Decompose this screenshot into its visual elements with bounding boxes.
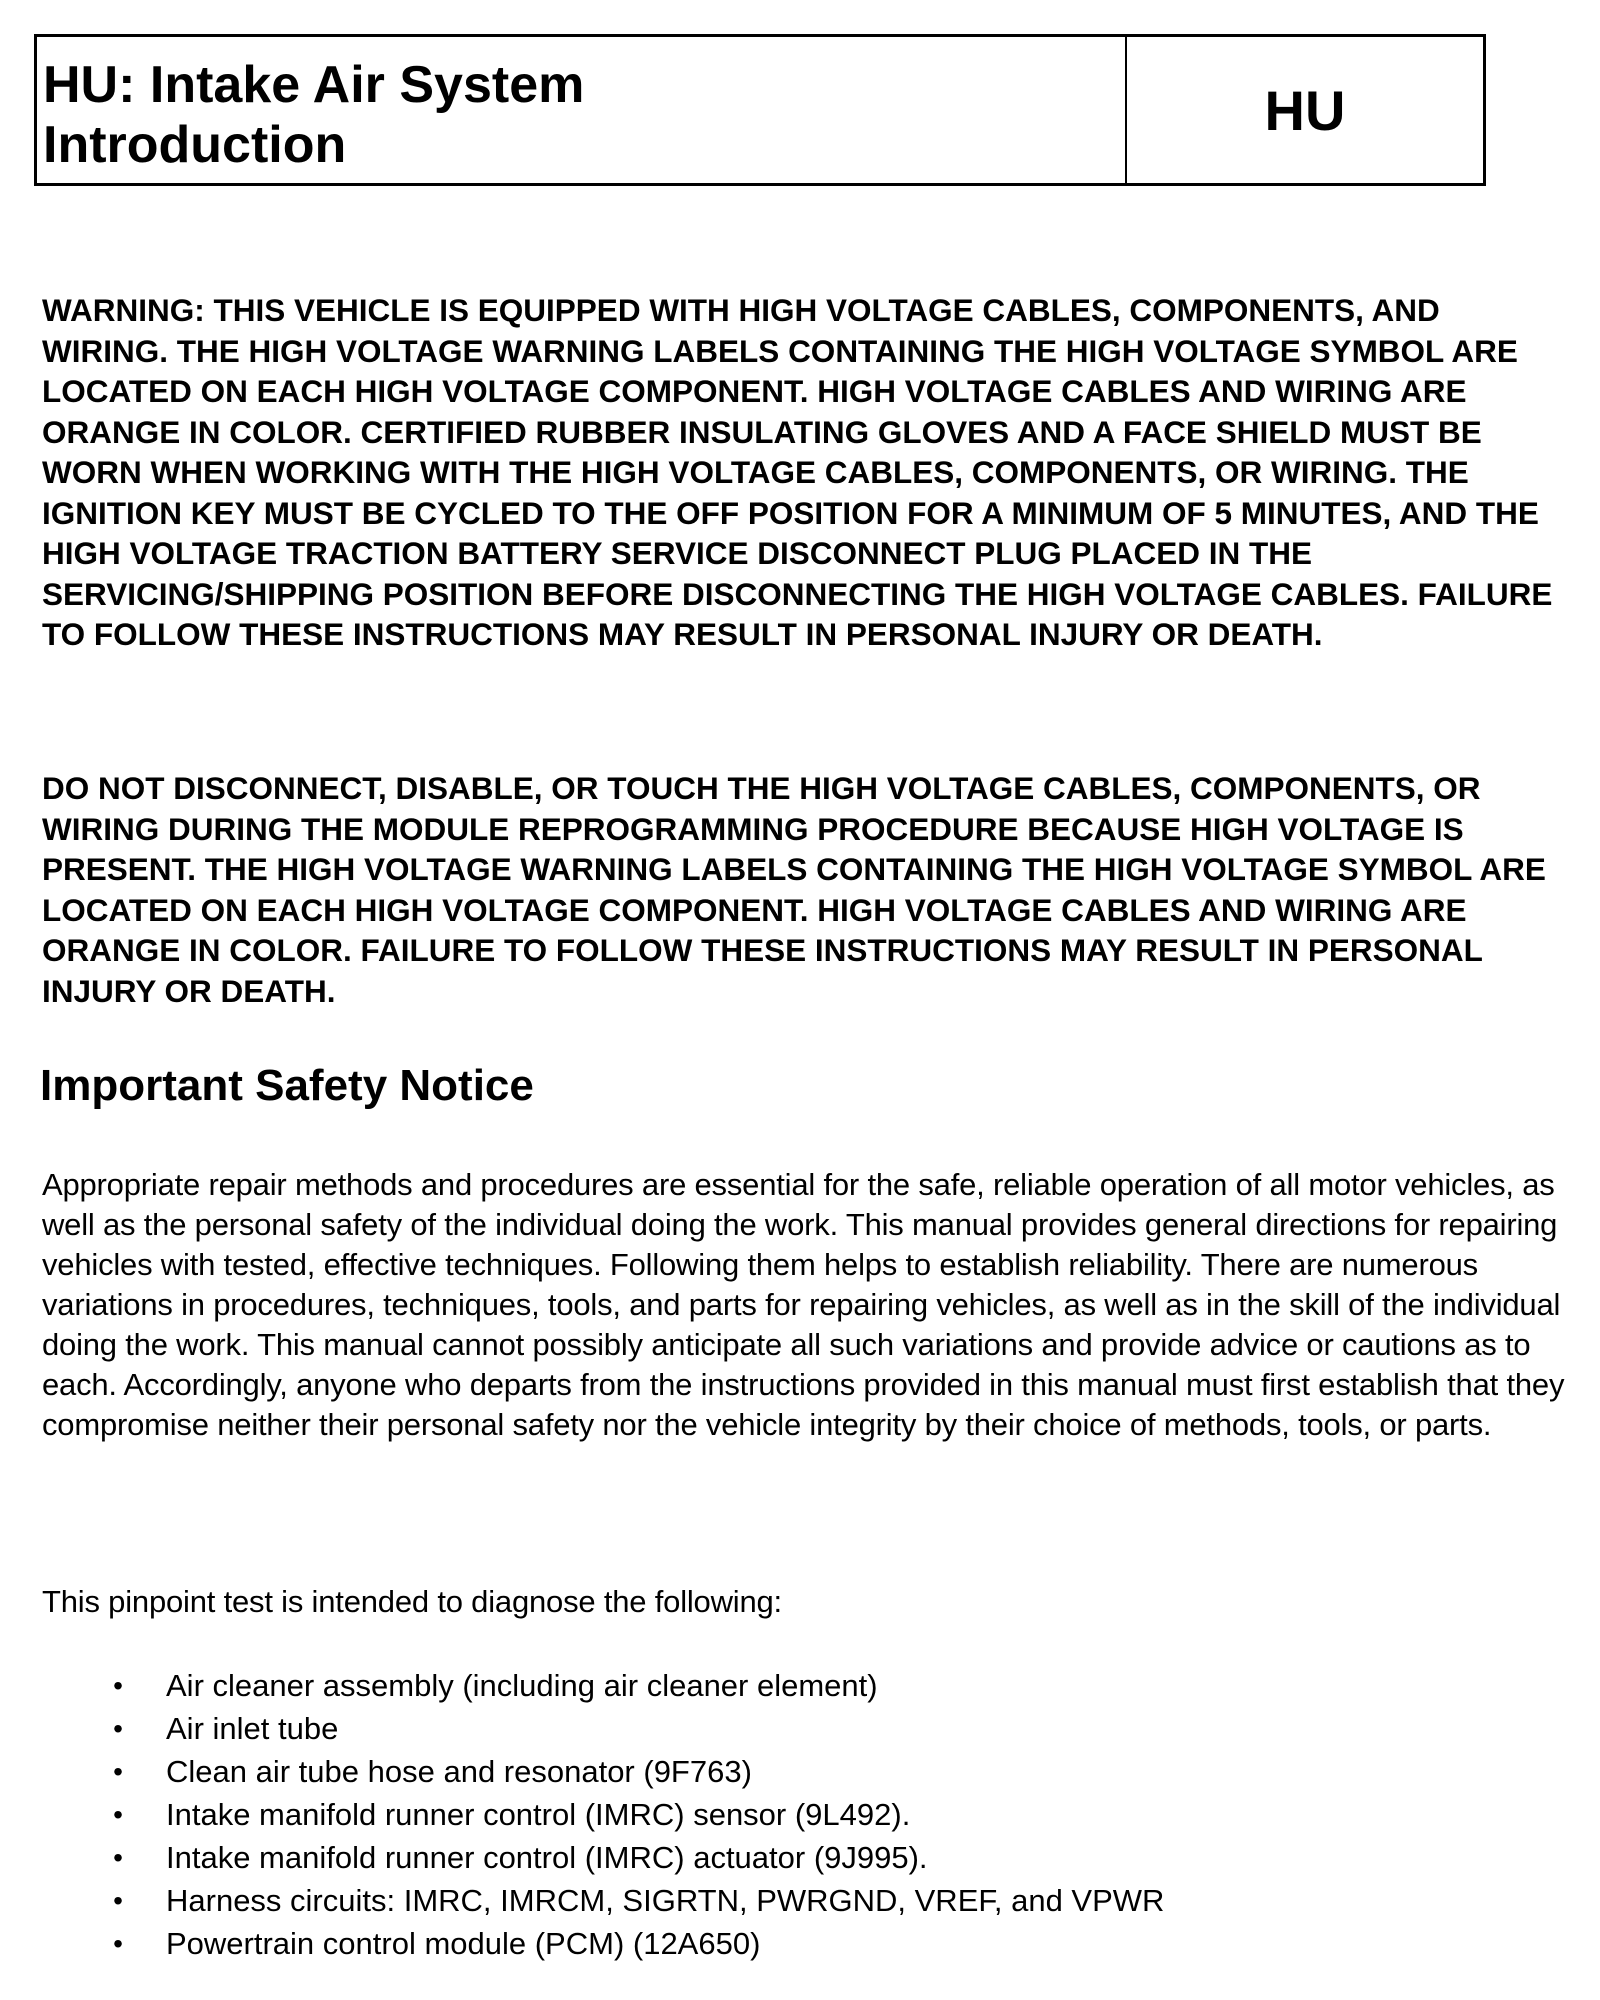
safety-notice-paragraph: Appropriate repair methods and procedures are essential for the safe, reliable operation of all motor vehicles, as well as the personal safety of the individual doing the work. This manual provides general directions for repairing vehicles with tested, effective techniques. Following them helps to establish reliability. There are numerous variations in procedures, techniques, tools, and parts for repairing vehicles, as well as in the skill of the individual doing the work. This manual cannot possibly anticipate all such variations and provide advice or cautions as to each. Accordingly, anyone who departs from the instructions provided in this manual must first establish that they compromise neither their personal safety nor the vehicle integrity by their choice of methods, tools, or parts. [42, 1167, 1565, 1442]
list-item-text: Powertrain control module (PCM) (12A650) [166, 1926, 761, 1961]
list-item [108, 1750, 1164, 1793]
section-header-box [34, 34, 1486, 186]
section-code: HU [1264, 78, 1346, 142]
bullet-icon: • [113, 1928, 123, 1959]
section-title [37, 37, 1127, 183]
diagnosis-list [108, 1664, 1164, 1965]
bullet-icon: • [113, 1799, 123, 1830]
bullet-icon: • [113, 1713, 123, 1744]
bullet-icon: • [113, 1842, 123, 1873]
bullet-icon: • [113, 1756, 123, 1787]
list-item [108, 1922, 1164, 1965]
list-item [108, 1836, 1164, 1879]
reprogramming-warning: DO NOT DISCONNECT, DISABLE, OR TOUCH THE HIGH VOLTAGE CABLES, COMPONENTS, OR WIRING DURING THE MODULE REPROGRAMMING PROCEDURE BECAUSE HIGH VOLTAGE IS PRESENT. THE HIGH VOLTAGE WARNING LABELS CONTAINING THE HIGH VOLTAGE SYMBOL ARE LOCATED ON EACH HIGH VOLTAGE COMPONENT. HIGH VOLTAGE CABLES AND WIRING ARE ORANGE IN COLOR. FAILURE TO FOLLOW THESE INSTRUCTIONS MAY RESULT IN PERSONAL INJURY OR DEATH. [42, 770, 1546, 1009]
list-item-text: Harness circuits: IMRC, IMRCM, SIGRTN, PWRGND, VREF, and VPWR [166, 1883, 1165, 1918]
list-item-text: Intake manifold runner control (IMRC) sensor (9L492). [166, 1797, 911, 1832]
list-item-text: Air cleaner assembly (including air cleaner element) [166, 1668, 878, 1703]
list-item-text: Clean air tube hose and resonator (9F763) [166, 1754, 752, 1789]
section-title-line-2: Introduction [43, 116, 347, 174]
list-item [108, 1707, 1164, 1750]
list-item [108, 1793, 1164, 1836]
list-item-text: Air inlet tube [166, 1711, 339, 1746]
list-item [108, 1664, 1164, 1707]
list-item [108, 1879, 1164, 1922]
high-voltage-warning: WARNING: THIS VEHICLE IS EQUIPPED WITH HIGH VOLTAGE CABLES, COMPONENTS, AND WIRING. THE HIGH VOLTAGE WARNING LABELS CONTAINING THE HIGH VOLTAGE SYMBOL ARE LOCATED ON EACH HIGH VOLTAGE COMPONENT. HIGH VOLTAGE CABLES AND WIRING ARE ORANGE IN COLOR. CERTIFIED RUBBER INSULATING GLOVES AND A FACE SHIELD MUST BE WORN WHEN WORKING WITH THE HIGH VOLTAGE CABLES, COMPONENTS, OR WIRING. THE IGNITION KEY MUST BE CYCLED TO THE OFF POSITION FOR A MINIMUM OF 5 MINUTES, AND THE HIGH VOLTAGE TRACTION BATTERY SERVICE DISCONNECT PLUG PLACED IN THE SERVICING/SHIPPING POSITION BEFORE DISCONNECTING THE HIGH VOLTAGE CABLES. FAILURE TO FOLLOW THESE INSTRUCTIONS MAY RESULT IN PERSONAL INJURY OR DEATH. [42, 292, 1553, 652]
bullet-icon: • [113, 1670, 123, 1701]
list-item-text: Intake manifold runner control (IMRC) actuator (9J995). [166, 1840, 928, 1875]
bullet-icon: • [113, 1885, 123, 1916]
pinpoint-intro: This pinpoint test is intended to diagnose the following: [42, 1584, 782, 1619]
safety-notice-heading: Important Safety Notice [40, 1061, 534, 1110]
section-title-line-1: HU: Intake Air System [43, 56, 585, 114]
